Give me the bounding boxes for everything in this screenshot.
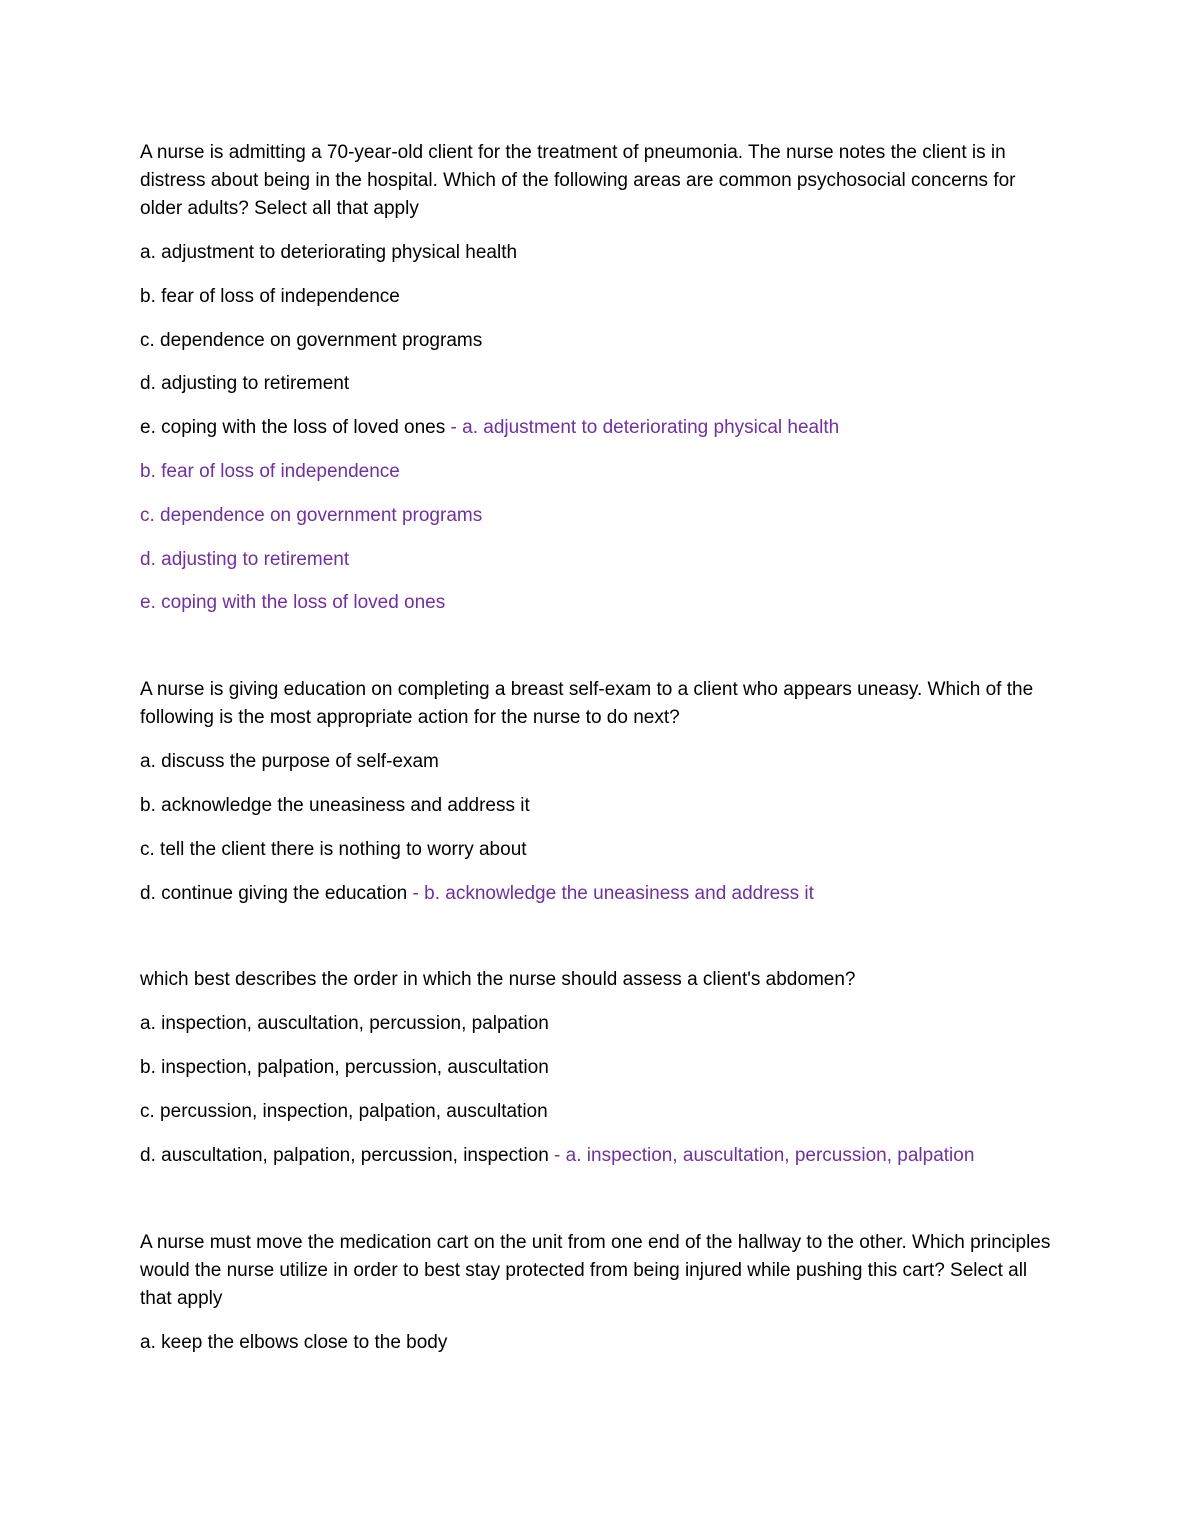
option-e: e. coping with the loss of loved ones [140,417,446,439]
question-spacer [140,633,1055,676]
option-d: d. auscultation, palpation, percussion, inspection [140,1144,549,1166]
question-1 [140,139,1055,617]
question-prompt: A nurse is admitting a 70-year-old client for the treatment of pneumonia. The nurse notes the client is in distress about being in the hospital. Which of the following areas are common psychosocial concerns for older adults? Select all that apply [140,142,1016,219]
question-spacer [140,1186,1055,1229]
question-prompt: which best describes the order in which the nurse should assess a client's abdomen? [140,969,856,991]
answer-inline: - a. adjustment to deteriorating physical health [445,417,840,439]
question-4 [140,1229,1055,1357]
answer-line: e. coping with the loss of loved ones [140,592,446,614]
option-c: c. tell the client there is nothing to worry about [140,838,527,860]
question-prompt: A nurse must move the medication cart on the unit from one end of the hallway to the other. Which principles would the nurse utilize in order to best stay protected from being injured while pushing this cart? Select all that apply [140,1231,1051,1309]
option-d: d. continue giving the education [140,882,408,904]
option-a: a. discuss the purpose of self-exam [140,751,439,773]
question-3 [140,966,1055,1169]
answer-line: b. fear of loss of independence [140,460,400,482]
option-a: a. inspection, auscultation, percussion, palpation [140,1013,549,1035]
document-page [140,139,1055,1372]
question-prompt: A nurse is giving education on completing a breast self-exam to a client who appears uneasy. Which of the following is the most appropriate action for the nurse to do next? [140,679,1034,729]
option-b: b. fear of loss of independence [140,285,400,307]
option-d-with-answer [140,1142,1055,1170]
answer-inline: - b. acknowledge the uneasiness and address it [407,882,814,904]
option-a: a. adjustment to deteriorating physical health [140,242,518,263]
question-spacer [140,923,1055,966]
option-b: b. acknowledge the uneasiness and address it [140,794,530,816]
option-d-with-answer [140,880,1055,908]
option-c: c. percussion, inspection, palpation, auscultation [140,1100,548,1122]
answer-line: c. dependence on government programs [140,504,483,526]
answer-inline: - a. inspection, auscultation, percussion, palpation [548,1144,975,1166]
option-c: c. dependence on government programs [140,329,483,351]
answer-line: d. adjusting to retirement [140,548,350,570]
question-2 [140,676,1055,907]
option-a: a. keep the elbows close to the body [140,1331,448,1353]
option-d: d. adjusting to retirement [140,373,350,395]
option-b: b. inspection, palpation, percussion, auscultation [140,1057,549,1079]
option-e-with-answer [140,414,1055,442]
